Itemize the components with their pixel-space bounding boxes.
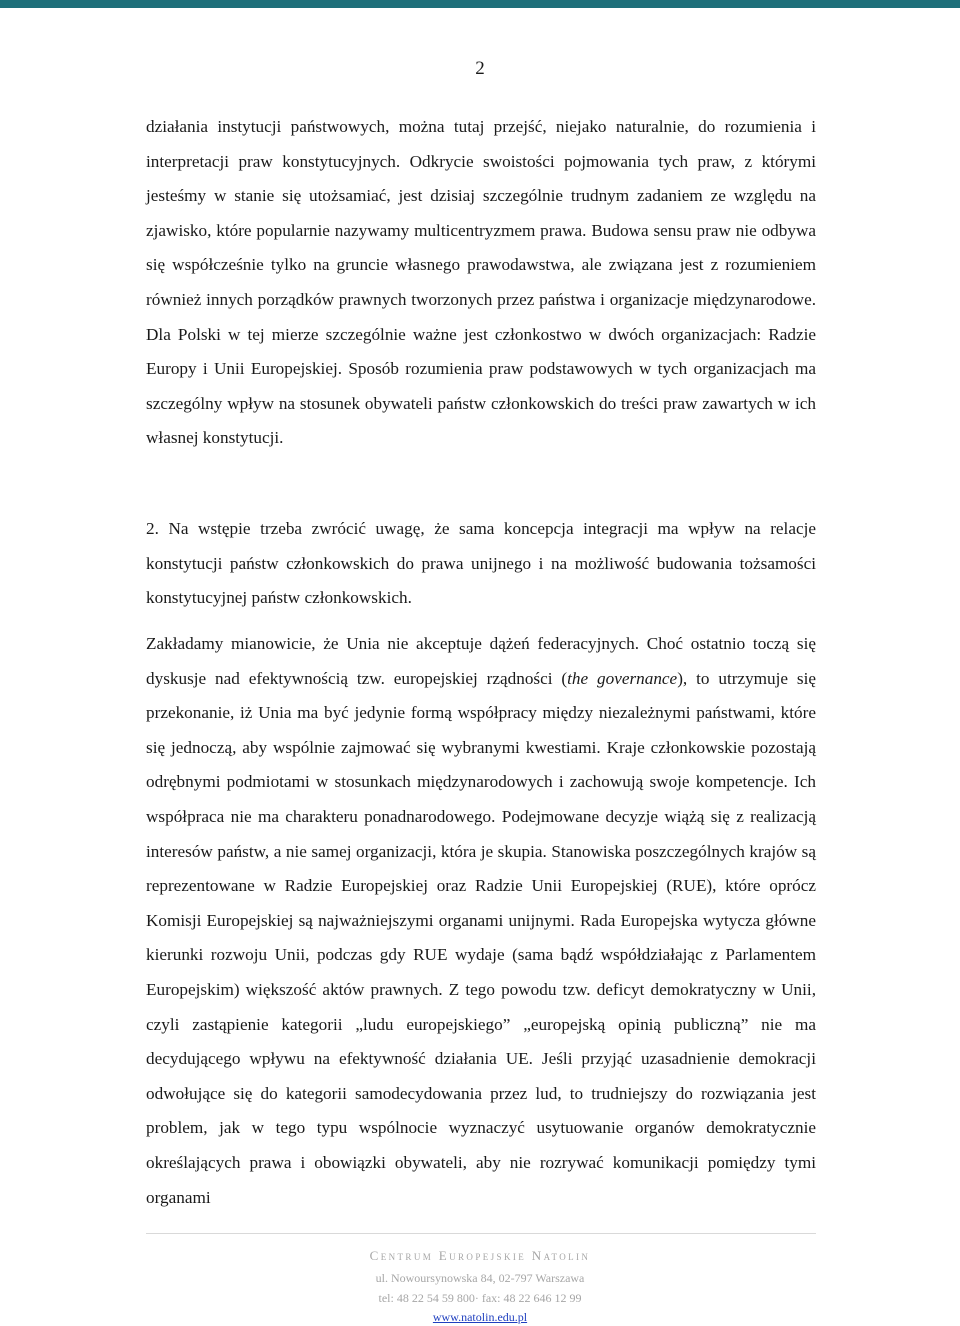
- footer-phone-fax: tel: 48 22 54 59 800· fax: 48 22 646 12 99: [378, 1291, 582, 1305]
- top-accent-bar: [0, 0, 960, 8]
- footer-website-link[interactable]: www.natolin.edu.pl: [432, 1310, 528, 1324]
- paragraph-2: 2. Na wstępie trzeba zwrócić uwagę, że sama koncepcja integracji ma wpływ na relacje konstytucji państw członkowskich do prawa unijnego i na możliwość budowania tożsamości konstytucyjnej państw członkowskich.: [146, 519, 816, 608]
- paragraph-1: działania instytucji państwowych, można tutaj przejść, niejako naturalnie, do rozumienia i interpretacji praw konstytucyjnych. Odkrycie swoistości pojmowania tych praw, z którymi jesteśmy w stanie się utożsamiać, jest dzisiaj szczególnie trudnym zadaniem ze względu na zjawisko, które popularnie nazywamy multicentryzmem prawa. Budowa sensu praw nie odbywa się współcześnie tylko na gruncie własnego prawodawstwa, ale związana jest z rozumieniem również innych porządków prawnych tworzonych przez państwa i organizacje międzynarodowe. Dla Polski w tej mierze szczególnie ważne jest członkostwo w dwóch organizacjach: Radzie Europy i Unii Europejskiej. Sposób rozumienia praw podstawowych w tych organizacjach ma szczególny wpływ na stosunek obywateli państw członkowskich do treści praw zawartych w ich własnej konstytucji.: [146, 117, 816, 448]
- page-number: 2: [475, 58, 485, 79]
- footer-organization: Centrum Europejskie Natolin: [369, 1248, 591, 1263]
- footer-divider: [146, 1233, 816, 1234]
- paragraph-3: [146, 627, 816, 1215]
- footer-address: ul. Nowoursynowska 84, 02-797 Warszawa: [375, 1271, 585, 1285]
- paragraph-3-text-start: Zakładamy mianowicie, że Unia nie akceptuje dążeń federacyjnych. Choć ostatnio toczą się dyskusje nad efektywnością tzw. europejskiej rządności (: [146, 634, 816, 688]
- paragraph-3-italic-term: the governance: [567, 668, 678, 688]
- paragraph-3-text-end: ), to utrzymuje się przekonanie, iż Unia ma być jedynie formą współpracy między niezależnymi państwami, które się jednoczą, aby wspólnie zajmować się wybranymi kwestiami. Kraje członkowskie pozostają odrębnymi podmiotami w stosunkach międzynarodowych i zachowują swoje kompetencje. Ich współpraca nie ma charakteru ponadnarodowego. Podejmowane decyzje wiążą się z realizacją interesów państw, a nie samej organizacji, która je skupia. Stanowiska poszczególnych krajów są reprezentowane w Radzie Europejskiej oraz Radzie Unii Europejskiej (RUE), które oprócz Komisji Europejskiej są najważniejszymi organami unijnymi. Rada Europejska wytycza główne kierunki rozwoju Unii, podczas gdy RUE wydaje (sama bądź współdziałając z Parlamentem Europejskim) większość aktów prawnych. Z tego powodu tzw. deficyt demokratyczny w Unii, czyli zastąpienie kategorii „ludu europejskiego” „europejską opinią publiczną” nie ma decydującego wpływu na efektywność działania UE. Jeśli przyjąć uzasadnienie demokracji odwołujące się do kategorii samodecydowania przez lud, to trudniejszy do rozwiązania jest problem, jak w tego typu wspólnocie wyznaczyć usytuowanie organów demokratycznie określających prawa i obowiązki obywateli, aby nie rozrywać komunikacji pomiędzy tymi organami: [146, 668, 817, 1207]
